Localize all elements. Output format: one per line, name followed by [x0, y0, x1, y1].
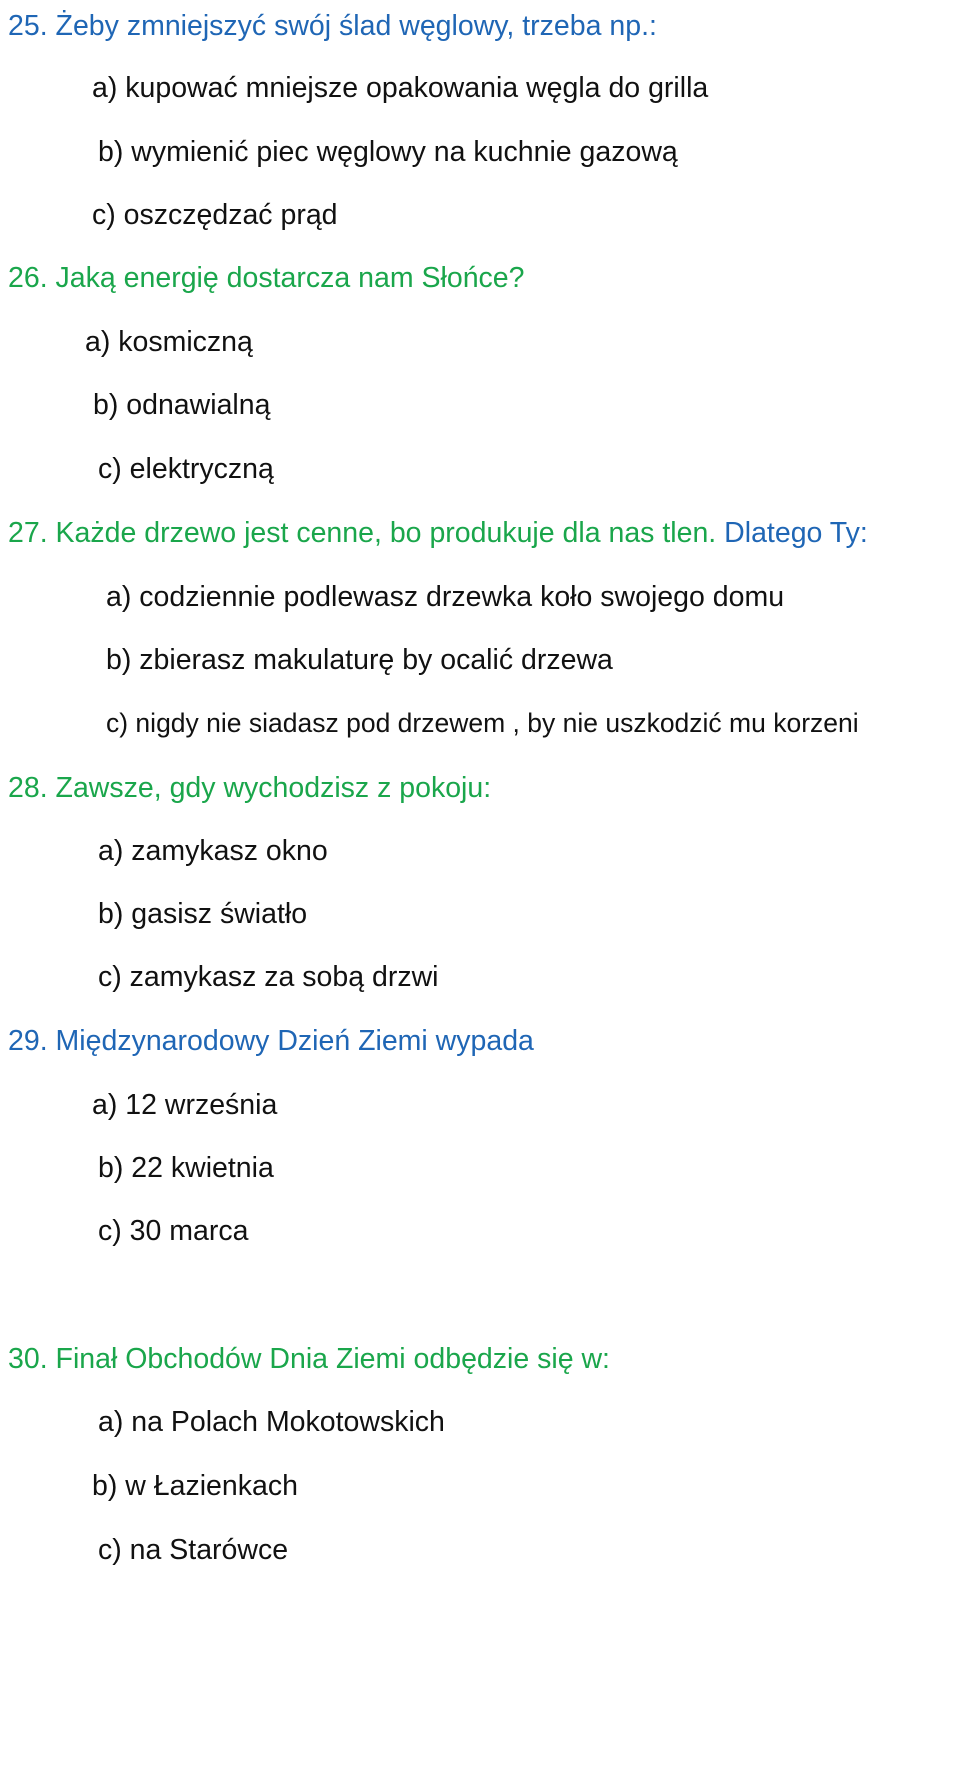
question-25-answer-b[interactable]: b) wymienić piec węglowy na kuchnie gazową: [98, 136, 678, 168]
question-28-number: 28.: [8, 772, 48, 804]
question-27-text-part1: Każde drzewo jest cenne, bo produkuje dla nas tlen.: [55, 517, 717, 549]
question-27-answer-b[interactable]: b) zbierasz makulaturę by ocalić drzewa: [106, 644, 613, 676]
question-28-heading: [8, 770, 491, 806]
question-26-text: Jaką energię dostarcza nam Słońce?: [55, 262, 525, 294]
question-25-answer-c[interactable]: c) oszczędzać prąd: [92, 199, 338, 231]
question-28-answer-c[interactable]: c) zamykasz za sobą drzwi: [98, 961, 439, 993]
question-27-text-part2: Dlatego Ty:: [724, 517, 868, 549]
question-28-answer-a[interactable]: a) zamykasz okno: [98, 835, 328, 867]
question-29-heading: [8, 1023, 534, 1059]
question-29-answer-a[interactable]: a) 12 września: [92, 1089, 278, 1121]
question-29-answer-b[interactable]: b) 22 kwietnia: [98, 1152, 274, 1184]
question-27-answer-a[interactable]: a) codziennie podlewasz drzewka koło swojego domu: [106, 581, 785, 613]
question-30-answer-c[interactable]: c) na Starówce: [98, 1534, 289, 1566]
question-30-answer-a[interactable]: a) na Polach Mokotowskich: [98, 1406, 445, 1438]
question-25-answer-a[interactable]: a) kupować mniejsze opakowania węgla do grilla: [92, 72, 709, 104]
question-30-number: 30.: [8, 1343, 48, 1375]
question-28-text: Zawsze, gdy wychodzisz z pokoju:: [55, 772, 492, 804]
question-30-text: Finał Obchodów Dnia Ziemi odbędzie się w:: [55, 1343, 610, 1375]
question-26-heading: [8, 260, 525, 296]
question-27-answer-c[interactable]: c) nigdy nie siadasz pod drzewem , by nie uszkodzić mu korzeni: [106, 708, 859, 738]
question-25-number: 25.: [8, 10, 48, 42]
question-26-answer-c[interactable]: c) elektryczną: [98, 453, 274, 485]
question-26-answer-a[interactable]: a) kosmiczną: [85, 326, 253, 358]
question-30-answer-b[interactable]: b) w Łazienkach: [92, 1470, 298, 1502]
question-30-heading: [8, 1341, 610, 1377]
question-27-number: 27.: [8, 517, 48, 549]
question-27-heading: [8, 515, 868, 551]
question-26-number: 26.: [8, 262, 48, 294]
question-29-number: 29.: [8, 1025, 48, 1057]
question-29-text: Międzynarodowy Dzień Ziemi wypada: [55, 1025, 534, 1057]
question-25-heading: [8, 8, 657, 44]
question-28-answer-b[interactable]: b) gasisz światło: [98, 898, 308, 930]
question-26-answer-b[interactable]: b) odnawialną: [93, 389, 271, 421]
question-29-answer-c[interactable]: c) 30 marca: [98, 1215, 249, 1247]
question-25-text: Żeby zmniejszyć swój ślad węglowy, trzeba np.:: [55, 10, 657, 42]
